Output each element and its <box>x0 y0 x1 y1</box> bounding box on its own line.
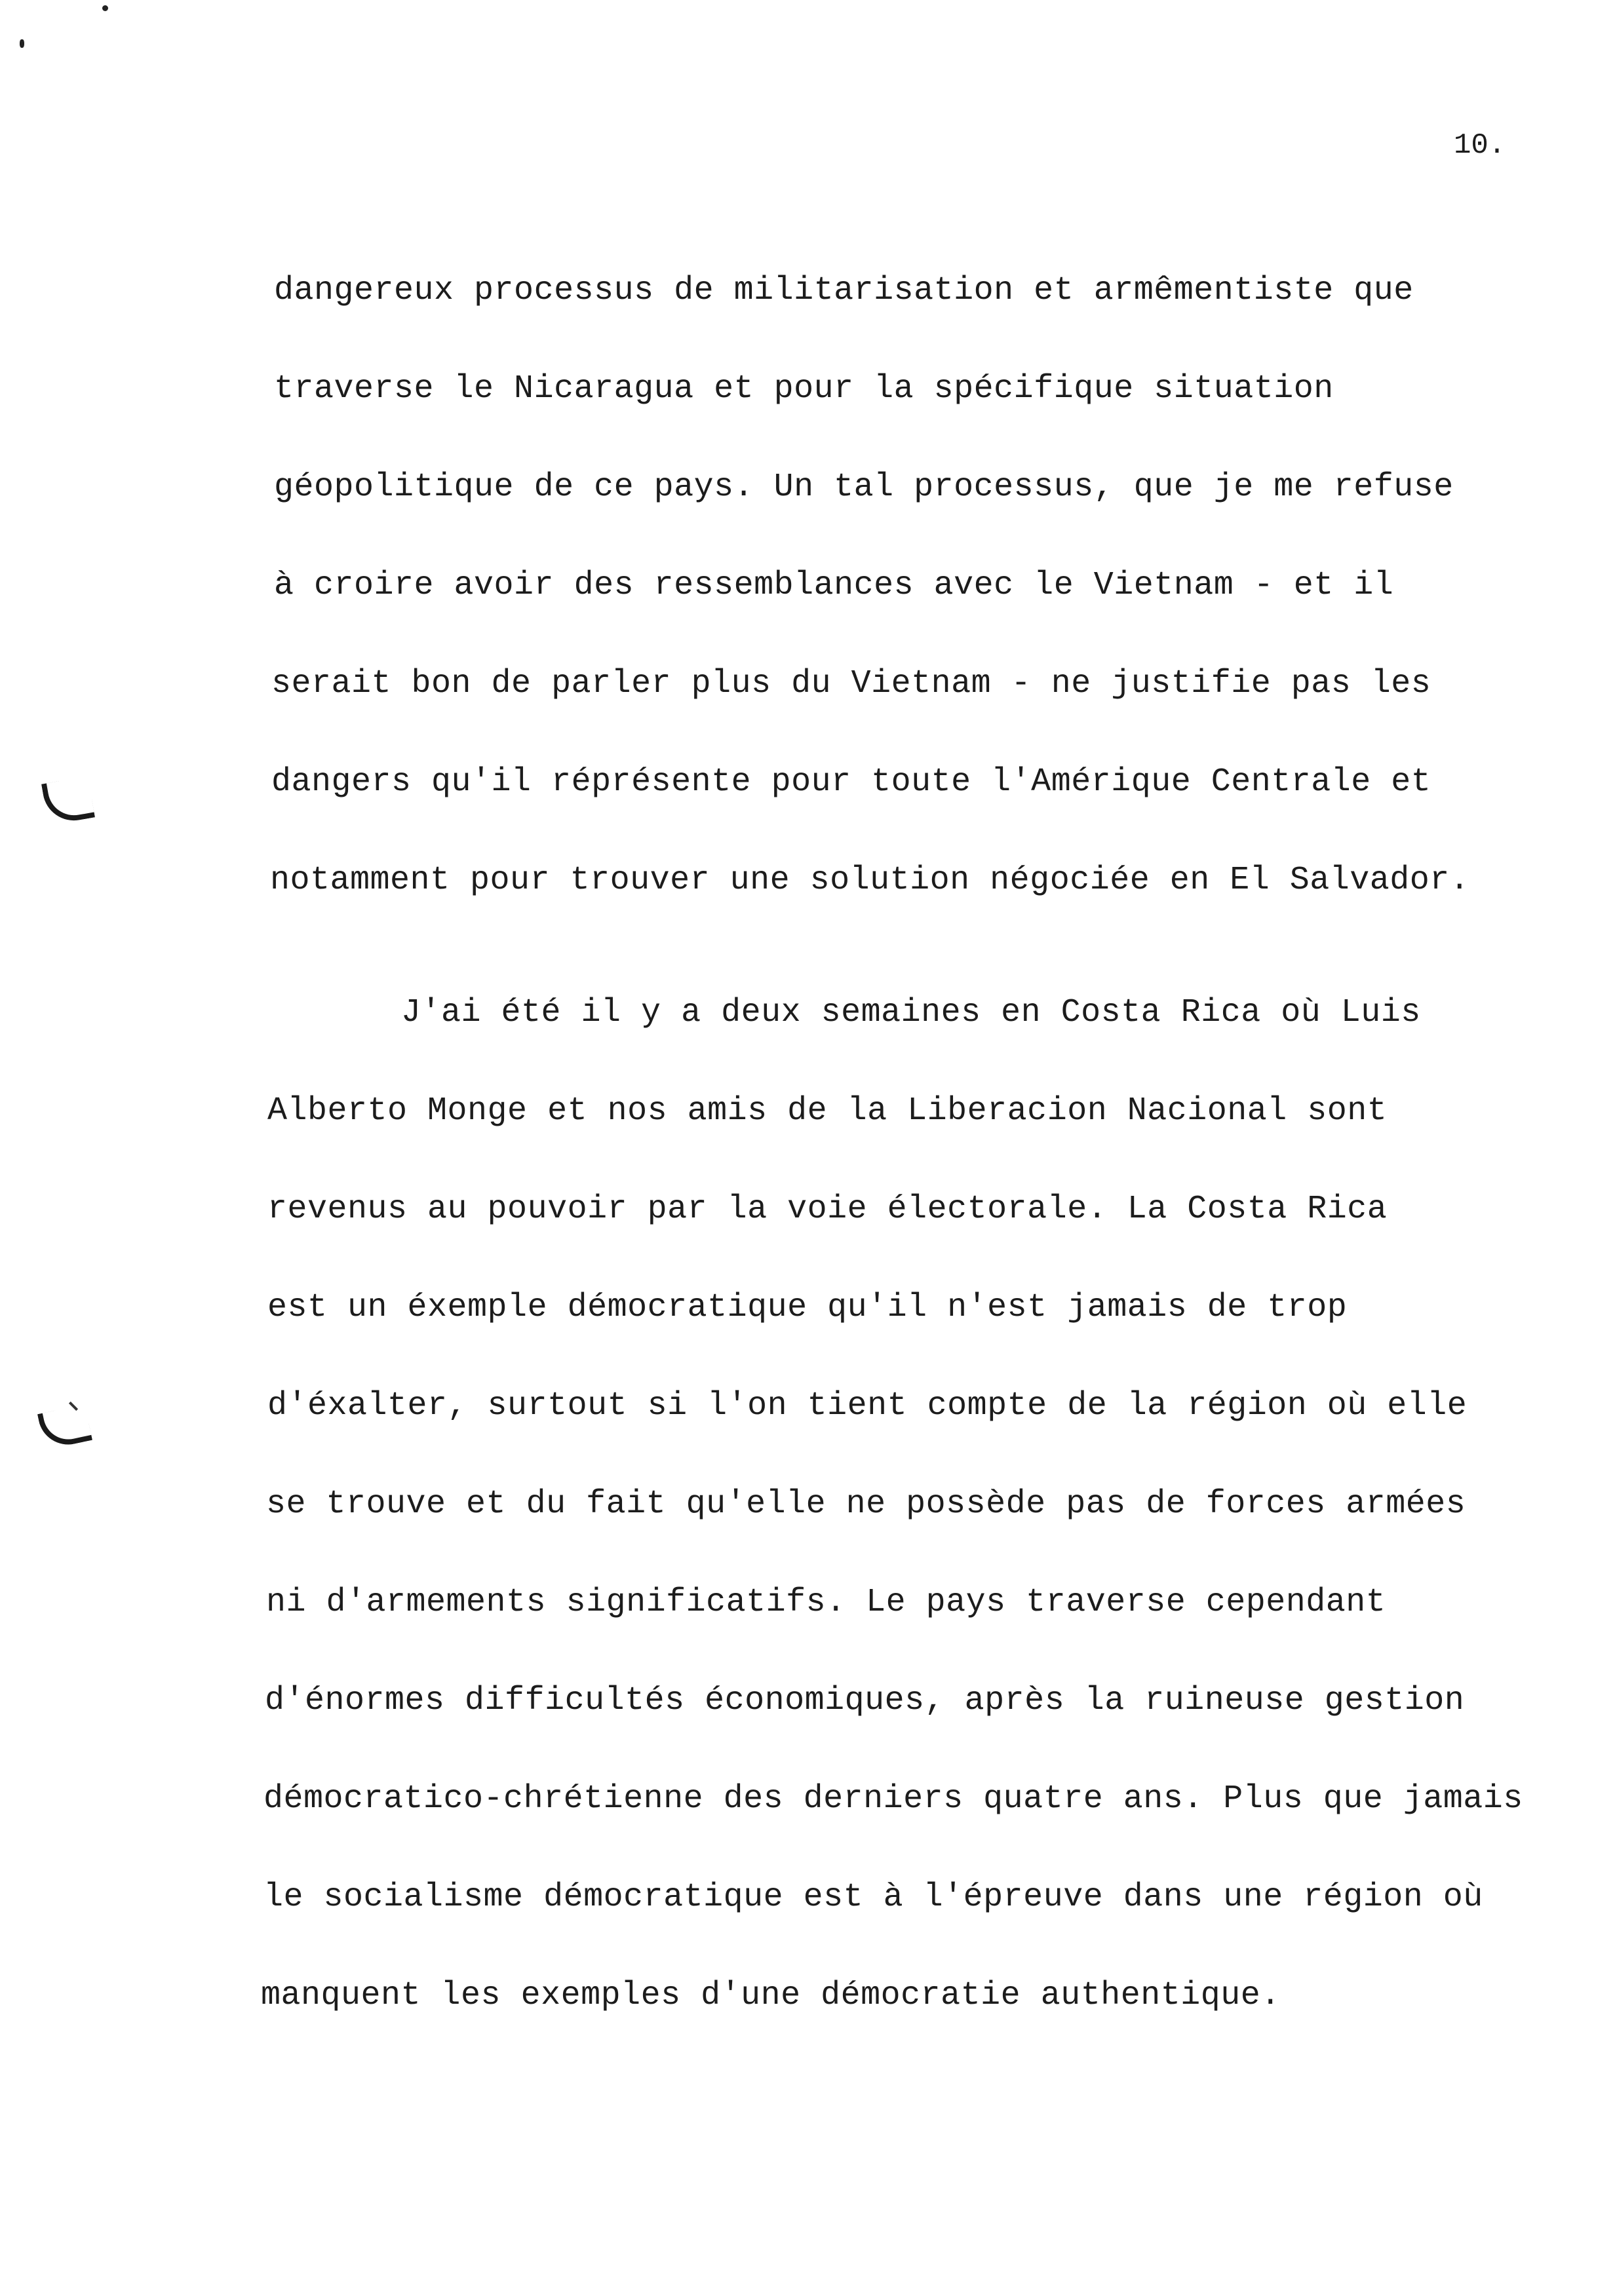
text-line: J'ai été il y a deux semaines en Costa Rica où Luis <box>401 994 1421 1031</box>
text-line: démocratico-chrétienne des derniers quatre ans. Plus que jamais <box>263 1780 1523 1818</box>
text-line: serait bon de parler plus du Vietnam - ne justifie pas les <box>271 665 1431 702</box>
text-line: le socialisme démocratique est à l'épreuve dans une région où <box>263 1879 1483 1916</box>
binding-mark <box>102 5 108 11</box>
text-line: traverse le Nicaragua et pour la spécifique situation <box>274 370 1334 408</box>
text-line: à croire avoir des ressemblances avec le Vietnam - et il <box>274 567 1394 604</box>
text-line: est un éxemple démocratique qu'il n'est jamais de trop <box>267 1289 1348 1326</box>
text-line: Alberto Monge et nos amis de la Liberacion Nacional sont <box>267 1092 1388 1130</box>
text-line: dangereux processus de militarisation et armêmentiste que <box>274 272 1414 309</box>
binding-mark <box>20 39 24 48</box>
page-number: 10. <box>1454 129 1506 162</box>
punch-hole-mark <box>41 776 95 826</box>
text-line: dangers qu'il réprésente pour toute l'Amérique Centrale et <box>271 763 1431 801</box>
text-line: ni d'armements significatifs. Le pays traverse cependant <box>266 1584 1386 1621</box>
text-line: géopolitique de ce pays. Un tal processus, que je me refuse <box>274 469 1454 506</box>
text-line: manquent les exemples d'une démocratie authentique. <box>261 1977 1281 2014</box>
text-line: se trouve et du fait qu'elle ne possède pas de forces armées <box>266 1485 1466 1523</box>
text-line: revenus au pouvoir par la voie électorale. La Costa Rica <box>267 1191 1388 1228</box>
text-line: d'éxalter, surtout si l'on tient compte de la région où elle <box>267 1387 1468 1425</box>
punch-hole-mark <box>37 1404 92 1450</box>
text-line: d'énormes difficultés économiques, après la ruineuse gestion <box>265 1682 1465 1719</box>
text-line: notamment pour trouver une solution négociée en El Salvador. <box>270 862 1470 899</box>
